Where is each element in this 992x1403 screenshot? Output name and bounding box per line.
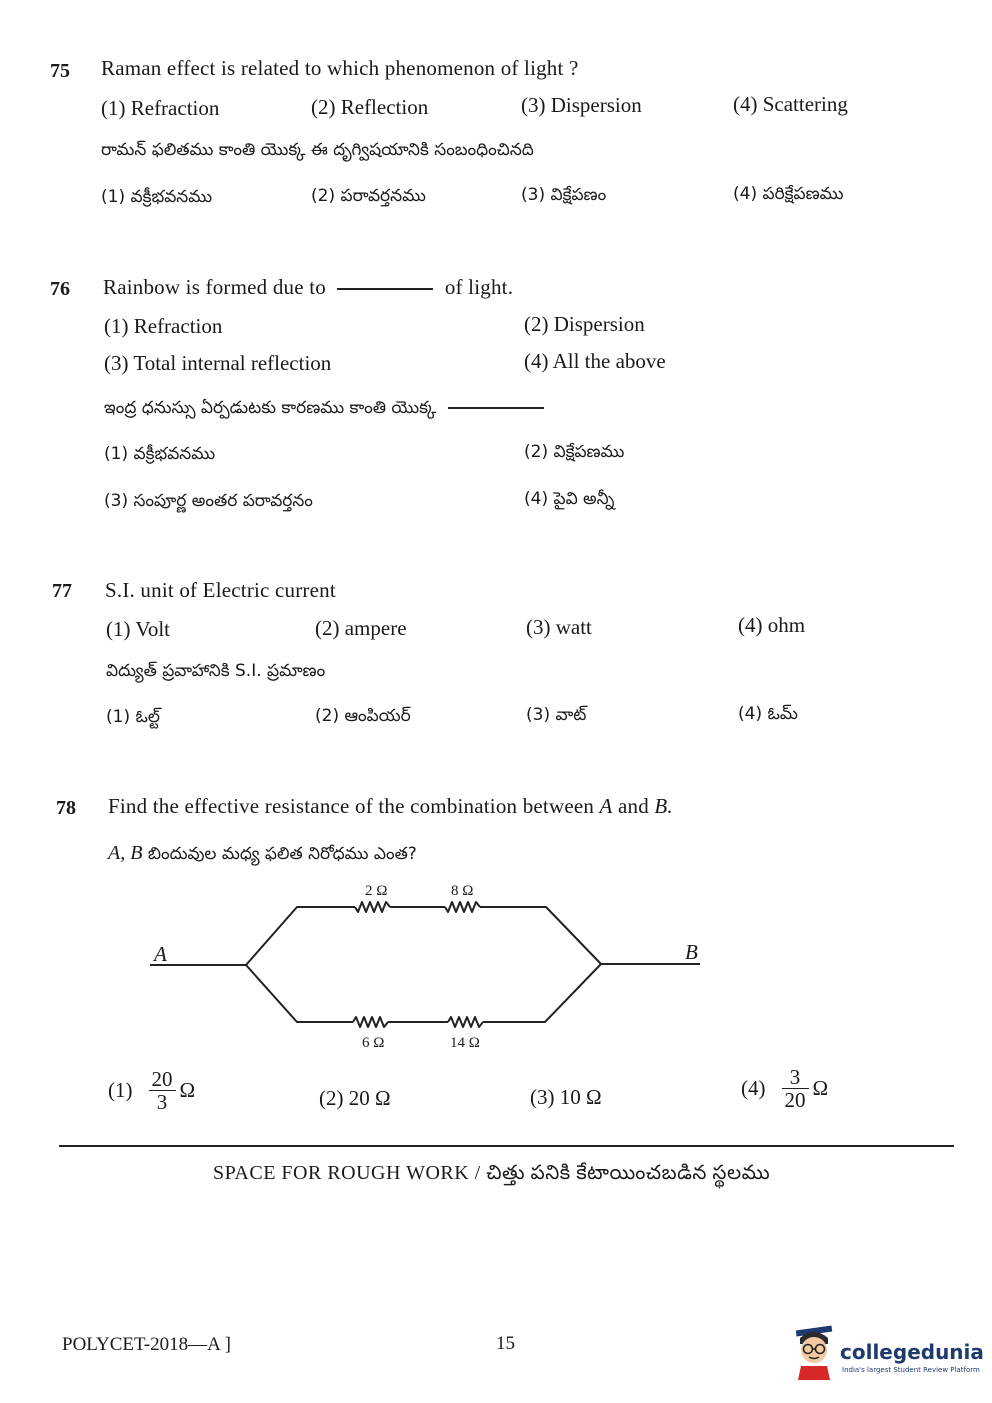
top-right-wire <box>480 907 601 964</box>
logo-tagline: India's largest Student Review Platform <box>842 1366 980 1374</box>
question-text: S.I. unit of Electric current <box>105 578 336 602</box>
option-2: (2) Reflection <box>311 95 429 119</box>
question-number: 77 <box>52 580 72 602</box>
option-3: (3) 10 Ω <box>530 1085 602 1109</box>
question-text-end: of light. <box>444 275 514 299</box>
option-4: (4) All the above <box>524 349 666 373</box>
option-4-fraction <box>782 1066 809 1111</box>
resistor-label-14ohm: 14 Ω <box>450 1035 480 1051</box>
question-text: Raman effect is related to which phenomenon of light ? <box>101 56 579 80</box>
telugu-option-3: (3) వాట్ <box>526 705 587 725</box>
question-text-and: and <box>618 794 649 818</box>
resistor-label-2ohm: 2 Ω <box>365 883 388 899</box>
point-a-label: A <box>599 794 613 818</box>
answer-blank <box>337 288 433 290</box>
option-3: (3) Total internal reflection <box>104 351 332 375</box>
option-1-label: (1) <box>108 1078 133 1103</box>
telugu-option-1: (1) ఓల్ట్ <box>106 707 160 727</box>
option-2: (2) 20 Ω <box>319 1086 391 1110</box>
telugu-option-2: (2) విక్షేపణము <box>524 442 625 462</box>
telugu-question-text: రామన్ ఫలితము కాంతి యొక్క ఈ దృగ్విషయానికి సంబంధించినది <box>101 140 534 160</box>
option-4-denominator: 20 <box>784 1088 806 1113</box>
point-b-label: B. <box>654 794 673 818</box>
question-text-start: Rainbow is formed due to <box>103 275 326 299</box>
bottom-left-wire <box>246 965 353 1022</box>
telugu-option-4: (4) పరిక్షేపణము <box>733 184 844 204</box>
resistor-8ohm <box>445 902 480 912</box>
telugu-question-text-start: ఇంద్ర ధనుస్సు ఏర్పడుటకు కారణము కాంతి యొక్క <box>104 398 437 418</box>
option-1: (1) Refraction <box>104 314 223 338</box>
option-1: (1) Volt <box>106 617 170 641</box>
question-number: 75 <box>50 60 70 82</box>
rough-work-heading: SPACE FOR ROUGH WORK / చిత్తు పనికి కేటాయించబడిన స్థలము <box>213 1162 771 1184</box>
exam-code: POLYCET-2018—A ] <box>62 1334 231 1355</box>
option-1-numerator: 20 <box>149 1068 176 1091</box>
option-4-numerator: 3 <box>782 1066 809 1089</box>
telugu-answer-blank <box>448 407 544 409</box>
option-4 <box>741 1066 828 1111</box>
resistor-14ohm <box>448 1017 483 1027</box>
option-1-unit: Ω <box>179 1078 196 1103</box>
option-1-denominator: 3 <box>156 1090 168 1115</box>
telugu-question-text <box>108 842 417 868</box>
telugu-question-text-rest: బిందువుల మధ్య ఫలిత నిరోధము ఎంత? <box>147 844 417 864</box>
resistor-6ohm <box>353 1017 388 1027</box>
resistor-2ohm <box>355 902 390 912</box>
option-4-unit: Ω <box>812 1076 829 1101</box>
option-3: (3) Dispersion <box>521 93 642 117</box>
telugu-point-labels: A, B <box>108 842 143 864</box>
telugu-option-2: (2) పరావర్తనము <box>311 186 426 206</box>
logo-name: collegedunia <box>840 1340 984 1364</box>
option-4-label: (4) <box>741 1076 766 1101</box>
resistor-label-8ohm: 8 Ω <box>451 883 474 899</box>
telugu-option-3: (3) సంపూర్ణ అంతర పరావర్తనం <box>104 491 313 511</box>
telugu-question-text: విద్యుత్ ప్రవాహానికి S.I. ప్రమాణం <box>106 661 326 681</box>
option-1: (1) Refraction <box>101 96 220 120</box>
section-divider <box>59 1145 954 1147</box>
telugu-option-1: (1) వక్రీభవనము <box>101 187 213 207</box>
telugu-option-4: (4) పైవి అన్నీ <box>524 489 615 509</box>
option-4: (4) ohm <box>738 613 806 637</box>
option-3: (3) watt <box>526 615 592 639</box>
question-number: 76 <box>50 278 70 300</box>
option-1 <box>108 1068 195 1113</box>
collegedunia-mascot-icon <box>790 1322 838 1382</box>
node-b-label: B <box>685 940 698 964</box>
question-text <box>103 275 513 300</box>
question-text <box>108 794 673 819</box>
option-2: (2) ampere <box>315 616 407 640</box>
telugu-option-1: (1) వక్రీభవనము <box>104 444 216 464</box>
resistor-label-6ohm: 6 Ω <box>362 1035 385 1051</box>
node-a-label: A <box>154 942 167 966</box>
telugu-question-text <box>104 398 550 422</box>
page-number: 15 <box>496 1333 515 1354</box>
top-left-wire <box>246 907 355 965</box>
option-2: (2) Dispersion <box>524 312 645 336</box>
telugu-option-2: (2) ఆంపియర్ <box>315 706 411 726</box>
telugu-option-4: (4) ఓమ్ <box>738 704 798 724</box>
bottom-right-wire <box>483 964 601 1022</box>
option-4: (4) Scattering <box>733 92 848 116</box>
question-text-start: Find the effective resistance of the combination between <box>108 794 595 818</box>
telugu-option-3: (3) విక్షేపణం <box>521 185 607 205</box>
circuit-diagram <box>140 870 720 1055</box>
option-1-fraction <box>149 1068 176 1113</box>
question-number: 78 <box>56 797 76 819</box>
